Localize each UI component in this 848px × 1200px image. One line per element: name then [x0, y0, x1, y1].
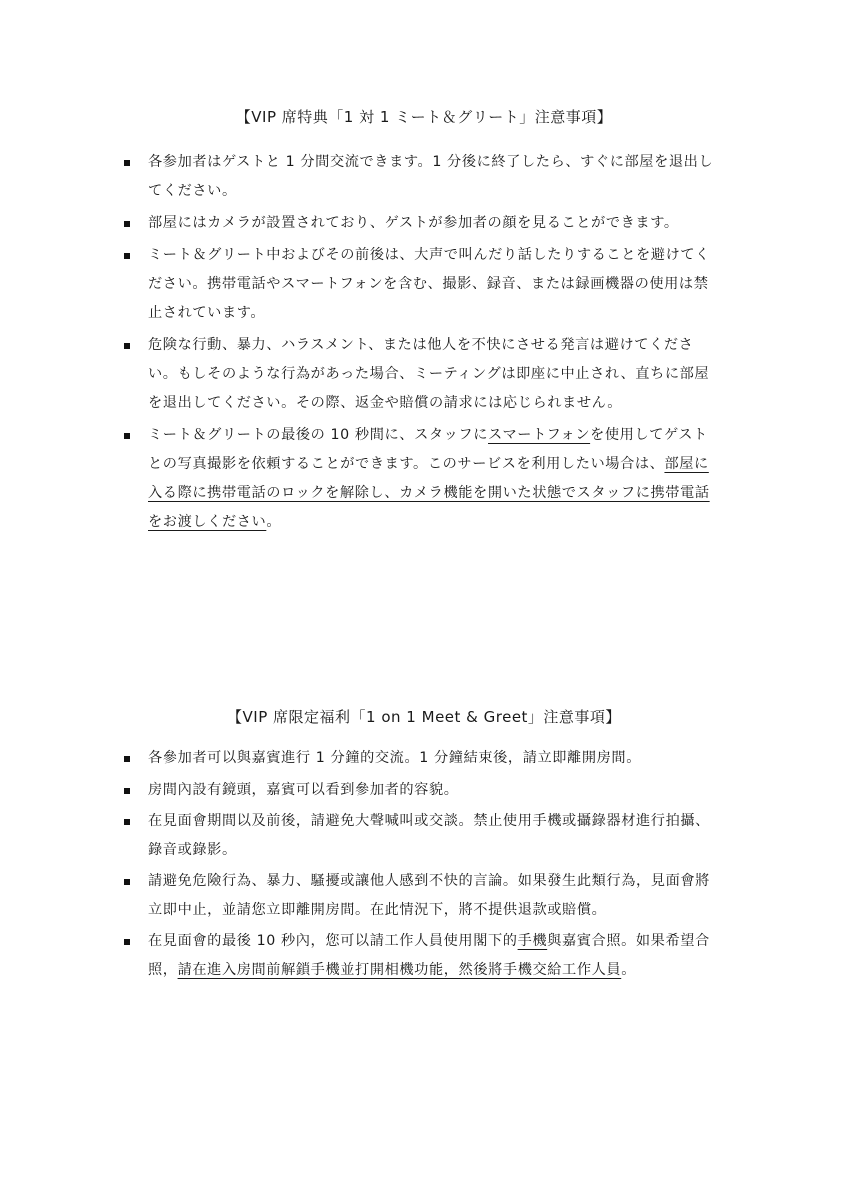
jp-notice-list [148, 148, 716, 540]
bullet-icon [124, 221, 130, 227]
jp-notice-title: 【VIP 席特典「1 対 1 ミート＆グリート」注意事項】 [235, 108, 613, 126]
bullet-icon [124, 253, 130, 259]
list-item [148, 776, 716, 805]
underlined-text: スマートフォン [488, 427, 591, 443]
list-item-text-part: 與嘉賓合照。如果希望合照， [148, 933, 710, 978]
list-item-text: 部屋にはカメラが設置されており、ゲストが参加者の顔を見ることができます。 [148, 215, 679, 231]
list-item-text: 房間內設有鏡頭，嘉賓可以看到參加者的容貌。 [148, 781, 459, 798]
bullet-icon [124, 788, 130, 794]
bullet-icon [124, 433, 130, 439]
list-item [148, 421, 716, 537]
underlined-text: 部屋に入る際に携帯電話のロックを解除し、カメラ機能を開いた状態でスタッフに携帯電話をお渡しください [148, 456, 710, 530]
list-item-text: 各參加者可以與嘉賓進行 1 分鐘的交流。1 分鐘結束後，請立即離開房間。 [148, 750, 641, 766]
list-item [148, 867, 716, 924]
underlined-text: 手機 [517, 933, 548, 949]
list-item-text-part: 在見面會的最後 10 秒內，您可以請工作人員使用閣下的 [148, 933, 518, 949]
list-item-text-part: 。 [621, 961, 637, 978]
list-item-text: 危険な行動、暴力、ハラスメント、または他人を不快にさせる発言は避けてください。もしそのような行為があった場合、ミーティングは即座に中止され、直ちに部屋を退出してください。その際、返金や賠償の請求には応じられません。 [148, 337, 710, 411]
bullet-icon [124, 343, 130, 349]
list-item-text-part: 。 [266, 514, 282, 530]
list-item [148, 744, 716, 773]
list-item [148, 209, 716, 238]
zh-notice-title: 【VIP 席限定福利「1 on 1 Meet & Greet」注意事項】 [227, 708, 621, 726]
list-item [148, 331, 716, 418]
list-item-text: ミート＆グリート中およびその前後は、大声で叫んだり話したりすることを避けてください。携帯電話やスマートフォンを含む、撮影、録音、または録画機器の使用は禁止されています。 [148, 247, 710, 321]
list-item [148, 241, 716, 328]
list-item-text-part: ミート＆グリートの最後の 10 秒間に、スタッフに [148, 427, 489, 443]
list-item [148, 148, 716, 206]
list-item-text: 各参加者はゲストと 1 分間交流できます。1 分後に終了したら、すぐに部屋を退出してください。 [148, 154, 714, 199]
list-item [148, 927, 716, 984]
list-item [148, 807, 716, 864]
jp-notice-section [0, 104, 848, 530]
bullet-icon [124, 160, 130, 166]
bullet-icon [124, 939, 130, 945]
bullet-icon [124, 819, 130, 825]
bullet-icon [124, 756, 130, 762]
list-item-text-part: を使用してゲストとの写真撮影を依頼することができます。このサービスを利用したい場合は、 [148, 427, 708, 472]
zh-notice-section [0, 704, 848, 978]
list-item-text: 在見面會期間以及前後，請避免大聲喊叫或交談。禁止使用手機或攝錄器材進行拍攝、錄音或錄影。 [148, 813, 710, 858]
list-item-text: 請避免危險行為、暴力、騷擾或讓他人感到不快的言論。如果發生此類行為，見面會將立即中止，並請您立即離開房間。在此情況下，將不提供退款或賠償。 [148, 873, 710, 918]
underlined-text: 請在進入房間前解鎖手機並打開相機功能，然後將手機交給工作人員 [177, 961, 622, 978]
bullet-icon [124, 879, 130, 885]
zh-notice-list [148, 744, 716, 987]
